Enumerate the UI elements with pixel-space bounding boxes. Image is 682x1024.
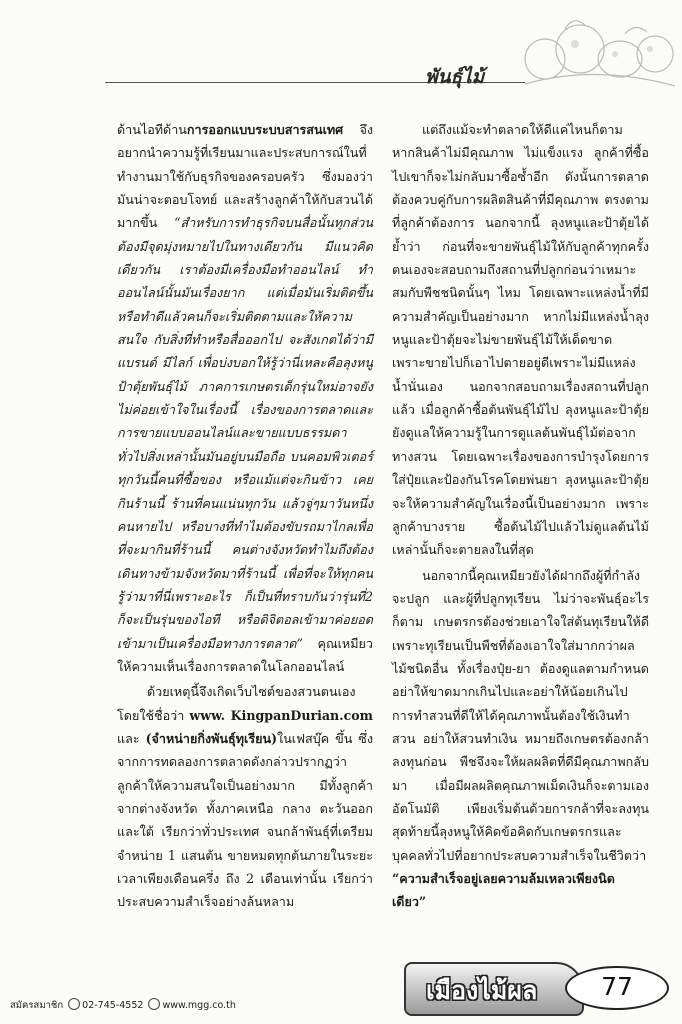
phone-icon	[68, 998, 80, 1010]
left-paragraph-1	[117, 118, 373, 678]
footer-website[interactable]: www.mgg.co.th	[162, 1000, 236, 1011]
closing-quote: “ความสำเร็จอยู่เลยความล้มเหลวเพียงนิดเดียว”	[392, 871, 615, 910]
right-paragraph-1: แต่ถึงแม้จะทำตลาดให้ดีแค่ไหนก็ตาม หากสินค้าไม่มีคุณภาพ ไม่แข็งแรง ลูกค้าที่ซื้อไปเขาก็จะไม่กลับมาซื้อซ้ำอีก ดังนั้นการตลาดต้องควบคู่กับการผลิตสินค้าที่มีคุณภาพ ตรงตามที่ลูกค้าต้องการ นอกจากนี้ ลุงหนูและป้าตุ้ยได้ย้ำว่า ก่อนที่จะขายพันธุ์ไม้ให้กับลูกค้าทุกครั้งตนเองจะสอบถามถึงสถานที่ปลูกก่อนว่าเหมาะสมกับพืชชนิดนั้นๆ ไหม โดยเฉพาะแหล่งน้ำที่มีความสำคัญเป็นอย่างมาก หากไม่มีแหล่งน้ำลุงหนูและป้าตุ้ยจะไม่ขายพันธุ์ไม้ให้เด็ดขาด เพราะขายไปก็เอาไปตายอยู่ดีเพราะไม่มีแหล่งน้ำนั่นเอง นอกจากสอบถามเรื่องสถานที่ปลูกแล้ว เมื่อลูกค้าซื้อต้นพันธุ์ไม้ไป ลุงหนูและป้าตุ้ยยังดูแลให้ความรู้ในการดูแลต้นพันธุ์ไม้ต่อจากทางสวน โดยเฉพาะเรื่องของการบำรุงโดยการใส่ปุ๋ยและป้องกันโรคโดยพ่นยา ลุงหนูและป้าตุ้ยจะให้ความสำคัญในเรื่องนี้เป็นอย่างมาก เพราะลูกค้าบางราย ซื้อต้นไม้ไปแล้วไม่ดูแลต้นไม้เหล่านั้นก็จะตายลงในที่สุด	[392, 122, 649, 558]
website-link[interactable]: www. KingpanDurian.com	[189, 707, 373, 723]
subscribe-label: สมัครสมาชิก	[10, 1000, 64, 1011]
text-run: คุณเหมียวให้ความเห็นเรื่องการตลาดในโลกออนไลน์	[117, 635, 373, 674]
text-run: ด้วยเหตุนี้จึงเกิดเว็บไซต์ของสวนตนเองโดยใช้ชื่อว่า	[117, 684, 356, 723]
page-number-badge	[565, 966, 669, 1010]
text-run: นอกจากนี้คุณเหมียวยังได้ฝากถึงผู้ที่กำลังจะปลูก และผู้ที่ปลูกทุเรียน ไม่ว่าจะพันธุ์อะไรก็ตาม เกษตรกรต้องช่วยเอาใจใส่ต้นทุเรียนให้ดี เพราะทุเรียนเป็นพืชที่ต้องเอาใจใส่มากกว่าผลไม้ชนิดอื่น ทั้งเรื่องปุ๋ย-ยา ต้องดูแลตามกำหนด อย่าให้ขาดมากเกินไปและอย่าให้น้อยเกินไป การทำสวนที่ดีให้ได้คุณภาพนั้นต้องใช้เงินทำสวน อย่าให้สวนทำเงิน หมายถึงเกษตรต้องกล้าลงทุนก่อน พืชจึงจะให้ผลผลิตที่ดีมีคุณภาพกลับมา เมื่อมีผลผลิตคุณภาพเม็ดเงินก็จะตามเองอัตโนมัติ เพียงเริ่มต้นด้วยการกล้าที่จะลงทุน สุดท้ายนี้ลุงหนูให้คิดข้อคิดกับเกษตรกรและบุคคลทั่วไปที่อยากประสบความสำเร็จในชีวิตว่า	[392, 567, 649, 863]
section-name: เมืองไม้ผล	[426, 976, 538, 1005]
left-paragraph-2	[117, 680, 373, 913]
page-number: 77	[601, 972, 633, 1001]
text-run: ในเฟสบุ๊ค ขึ้น ซึ่งจากการทดลองการตลาดดังกล่าวปรากฏว่า ลูกค้าให้ความสนใจเป็นอย่างมาก มีทั้งลูกค้าจากต่างจังหวัด ทั้งภาคเหนือ กลาง ตะวันออกและใต้ เรียกว่าทั่วประเทศ จนกล้าพันธุ์ที่เตรียมจำหน่าย 1 แสนต้น ขายหมดทุกต้นภายในระยะเวลาเพียงเดือนครึ่ง ถึง 2 เดือนเท่านั้น เรียกว่าประสบความสำเร็จอย่างล้นหลาม	[117, 730, 373, 910]
text-run: ด้านไอทีด้าน	[117, 122, 187, 137]
text-run: จึงอยากนำความรู้ที่เรียนมาและประสบการณ์ในที่ทำงานมาใช้กับธุรกิจของครอบครัว ซึ่งมองว่ามันน่าจะตอบโจทย์ และสร้างลูกค้าให้กับสวนได้มากขึ้น	[117, 122, 373, 231]
bold-phrase: การออกแบบระบบสารสนเทศ	[186, 122, 344, 137]
footer-contact	[10, 998, 236, 1013]
facebook-page-name: (จำหน่ายกิ่งพันธุ์ทุเรียน)	[145, 730, 278, 746]
section-badge	[404, 962, 584, 1016]
header-fruit-illustration	[505, 4, 682, 104]
phone-number: 02-745-4552	[82, 1000, 144, 1011]
quote-italic: “สำหรับการทำธุรกิจบนสื่อนั้นทุกส่วนต้องมีจุดมุ่งหมายไปในทางเดียวกัน มีแนวคิดเดียวกัน เราต้องมีเครื่องมือทำออนไลน์ ทำออนไลน์นั้นมันเรื่องยาก แต่เมื่อมันเริ่มติดขึ้นหรือทำดีแล้วคนก็จะเริ่มติดตามและให้ความสนใจ กับสิ่งที่ทำหรือสื่อออกไป จะสังเกตได้ว่ามีแบรนด์ มีไลก์ เพื่อบ่งบอกให้รู้ว่านี่เหละคือลุงหนูป้าตุ้ยพันธุ์ไม้ ภาคการเกษตรเด็กรุ่นใหม่อาจยังไม่ค่อยเข้าใจในเรื่องนี้ เรื่องของการตลาดและการขายแบบออนไลน์และขายแบบธรรมดาทั่วไปสิ่งเหล่านั้นมันอยู่บนมือถือ บนคอมพิวเตอร์ ทุกวันนี้คนที่ซื้อของ หรือแม้แต่จะกินข้าว เคยกินร้านนี้ ร้านที่คนแน่นทุกวัน แล้วจู่ๆมาวันหนึ่งคนหายไป หรือบางที่ทำไมต้องขับรถมาไกลเพื่อที่จะมากินที่ร้านนี้ คนต่างจังหวัดทำไมถึงต้องเดินทางข้ามจังหวัดมาที่ร้านนี้ เพื่อที่จะให้ทุกคนรู้ว่ามาที่นี่เพราะอะไร ก็เป็นที่ทราบกันว่ารุ่นที่2 ก็จะเป็นรุ่นของไอที หรือดิจิตอลเข้ามาค่อยอด เข้ามาเป็นเครื่องมือทางการตลาด”	[117, 215, 373, 651]
left-column	[117, 118, 373, 914]
right-paragraph-2	[392, 564, 649, 914]
text-run: และ	[117, 730, 146, 746]
globe-icon	[148, 998, 160, 1010]
right-column	[392, 118, 649, 914]
header-title: พันธุ์ไม้	[425, 66, 485, 88]
